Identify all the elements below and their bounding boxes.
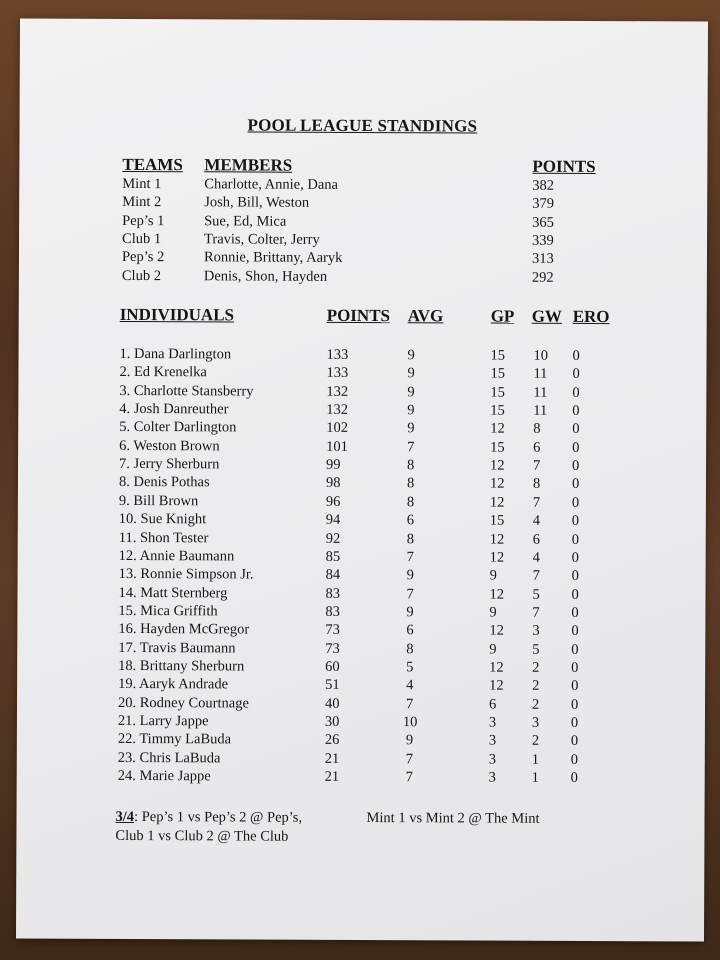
player-name: 15. Mica Griffith	[118, 602, 218, 620]
player-avg: 9	[407, 365, 415, 382]
standings-sheet	[16, 19, 708, 942]
player-gw: 5	[532, 641, 540, 658]
player-gp: 15	[490, 365, 505, 382]
player-points: 60	[325, 658, 340, 675]
player-ero: 0	[570, 769, 578, 786]
player-name: 8. Denis Pothas	[118, 474, 210, 491]
player-name: 12. Annie Baumann	[118, 547, 235, 565]
player-avg: 9	[406, 567, 414, 584]
team-members: Sue, Ed, Mica	[204, 212, 287, 230]
player-gp: 15	[489, 512, 505, 529]
player-avg: 6	[406, 622, 414, 639]
player-avg: 9	[405, 732, 414, 749]
player-points: 133	[326, 346, 349, 363]
player-gw: 5	[532, 586, 540, 603]
player-points: 30	[324, 713, 340, 730]
player-avg: 4	[406, 677, 414, 694]
player-avg: 8	[406, 530, 415, 547]
team-members: Travis, Colter, Jerry	[204, 231, 320, 248]
player-points: 85	[325, 548, 341, 565]
player-ero: 0	[571, 604, 579, 621]
player-ero: 0	[572, 384, 580, 401]
player-gw: 6	[532, 531, 541, 548]
player-name: 4. Josh Danreuther	[119, 400, 229, 418]
player-gp: 3	[488, 714, 497, 731]
gw-header: GW	[531, 306, 562, 326]
player-name: 18. Brittany Sherburn	[118, 657, 245, 675]
player-ero: 0	[571, 586, 579, 603]
player-gw: 3	[531, 714, 540, 731]
player-name: 21. Larry Jappe	[117, 712, 209, 730]
player-gw: 3	[532, 622, 540, 640]
player-name: 1. Dana Darlington	[119, 345, 232, 363]
player-avg: 9	[407, 347, 415, 364]
player-gw: 1	[531, 751, 540, 768]
player-ero: 0	[572, 402, 580, 419]
page-title: POOL LEAGUE STANDINGS	[247, 115, 478, 136]
team-name: Mint 1	[122, 175, 162, 193]
player-name: 13. Ronnie Simpson Jr.	[118, 566, 254, 583]
avg-header: AVG	[407, 306, 444, 326]
player-points: 21	[324, 750, 340, 767]
player-gp: 15	[490, 402, 505, 419]
player-points: 102	[326, 420, 349, 437]
player-gw: 4	[532, 512, 541, 529]
player-avg: 9	[407, 383, 415, 400]
player-avg: 10	[402, 714, 418, 731]
player-gp: 12	[489, 586, 505, 603]
player-name: 14. Matt Sternberg	[118, 584, 228, 601]
player-ero: 0	[572, 458, 580, 475]
player-points: 84	[325, 567, 341, 584]
player-gw: 7	[532, 567, 540, 584]
player-points: 73	[325, 640, 340, 657]
player-name: 20. Rodney Courtnage	[117, 694, 249, 712]
player-points: 26	[324, 732, 340, 749]
player-gp: 12	[489, 549, 505, 566]
player-avg: 8	[406, 475, 415, 492]
player-gp: 15	[490, 439, 505, 456]
player-gw: 2	[532, 678, 540, 695]
player-gp: 9	[489, 641, 497, 658]
player-ero: 0	[571, 549, 579, 566]
player-ero: 0	[571, 568, 579, 585]
team-name: Club 1	[122, 230, 162, 248]
player-gp: 12	[490, 457, 505, 474]
player-gw: 11	[533, 402, 548, 419]
ero-header: ERO	[572, 306, 610, 327]
player-name: 10. Sue Knight	[118, 511, 207, 528]
player-gp: 3	[488, 732, 497, 749]
player-points: 51	[325, 677, 340, 694]
team-members: Charlotte, Annie, Dana	[204, 176, 339, 193]
player-ero: 0	[571, 659, 579, 676]
player-avg: 9	[407, 402, 415, 419]
player-gw: 7	[532, 494, 541, 511]
player-avg: 8	[406, 493, 415, 511]
team-points: 365	[532, 214, 554, 231]
player-gw: 1	[531, 769, 539, 786]
player-name: 5. Colter Darlington	[119, 419, 237, 436]
team-points: 339	[532, 232, 554, 249]
player-gw: 11	[533, 384, 548, 401]
individuals-header: INDIVIDUALS	[119, 304, 235, 325]
members-header: MEMBERS	[204, 155, 293, 175]
player-points: 132	[326, 383, 349, 400]
team-name: Pep’s 2	[121, 249, 165, 266]
player-name: 2. Ed Krenelka	[119, 364, 207, 381]
player-ero: 0	[571, 641, 579, 658]
player-ero: 0	[572, 347, 580, 364]
player-ero: 0	[572, 366, 580, 383]
player-gp: 3	[488, 769, 496, 786]
player-points: 73	[325, 622, 340, 639]
player-points: 132	[326, 401, 349, 418]
player-name: 16. Hayden McGregor	[118, 621, 250, 638]
player-name: 22. Timmy LaBuda	[117, 731, 232, 748]
player-gw: 8	[533, 421, 541, 438]
player-ero: 0	[570, 733, 579, 750]
player-points: 99	[326, 456, 341, 473]
player-gw: 7	[532, 604, 540, 621]
player-avg: 7	[406, 549, 414, 566]
player-gw: 10	[533, 347, 549, 364]
player-points: 83	[325, 585, 341, 602]
player-gp: 12	[489, 622, 504, 639]
player-name: 9. Bill Brown	[118, 492, 199, 510]
player-gp: 12	[490, 420, 505, 438]
player-gp: 12	[489, 494, 505, 511]
gp-header: GP	[490, 306, 515, 326]
teams-header: TEAMS	[122, 154, 183, 175]
player-gp: 12	[489, 475, 505, 493]
team-members: Josh, Bill, Weston	[204, 194, 310, 212]
player-avg: 8	[407, 457, 415, 474]
player-name: 17. Travis Baumann	[118, 639, 236, 657]
team-name: Pep’s 1	[122, 212, 165, 229]
schedule-date: 3/4	[115, 808, 135, 826]
player-gp: 12	[489, 677, 504, 694]
player-name: 3. Charlotte Stansberry	[119, 382, 254, 400]
team-members: Ronnie, Brittany, Aaryk	[203, 249, 343, 267]
player-gw: 2	[532, 659, 540, 676]
team-points: 313	[531, 250, 554, 268]
player-ero: 0	[570, 696, 579, 713]
player-points: 21	[324, 768, 340, 785]
player-gp: 12	[489, 659, 504, 676]
schedule-match-mint: Mint 1 vs Mint 2 @ The Mint	[366, 810, 540, 827]
player-avg: 5	[406, 659, 414, 676]
team-name: Club 2	[121, 267, 162, 284]
player-points: 40	[324, 695, 340, 712]
team-points-header: POINTS	[532, 156, 596, 177]
player-gp: 15	[490, 384, 505, 401]
player-points: 96	[325, 493, 341, 510]
team-points: 292	[531, 269, 554, 286]
schedule-match-peps: : Pep’s 1 vs Pep’s 2 @ Pep’s,	[134, 809, 303, 826]
player-gw: 6	[533, 439, 541, 456]
player-gw: 2	[531, 696, 540, 713]
player-ero: 0	[570, 751, 579, 768]
player-name: 24. Marie Jappe	[117, 767, 211, 785]
player-avg: 6	[406, 512, 415, 529]
player-ero: 0	[571, 476, 580, 493]
player-points: 92	[325, 530, 341, 547]
player-points: 94	[325, 511, 341, 529]
player-gp: 9	[489, 567, 497, 584]
player-gp: 15	[490, 347, 506, 364]
player-points: 98	[325, 475, 341, 492]
player-ero: 0	[571, 531, 580, 548]
player-gp: 9	[489, 604, 497, 621]
player-avg: 8	[406, 640, 414, 657]
player-points: 133	[326, 365, 349, 382]
player-ero: 0	[571, 513, 580, 530]
player-name: 11. Shon Tester	[118, 529, 209, 546]
player-gw: 11	[533, 366, 548, 383]
player-gp: 6	[488, 696, 497, 713]
player-name: 6. Weston Brown	[119, 437, 220, 455]
player-name: 7. Jerry Sherburn	[119, 456, 220, 473]
player-points: 101	[326, 438, 348, 455]
player-avg: 7	[405, 750, 414, 767]
team-name: Mint 2	[122, 194, 162, 211]
player-avg: 7	[405, 769, 413, 786]
player-points: 83	[325, 603, 340, 620]
player-ero: 0	[570, 714, 579, 731]
player-ero: 0	[571, 494, 580, 511]
team-members: Denis, Shon, Hayden	[203, 267, 328, 285]
player-gw: 8	[532, 476, 541, 493]
schedule-line-2: Club 1 vs Club 2 @ The Club	[115, 827, 289, 845]
player-name: 19. Aaryk Andrade	[118, 676, 229, 693]
individual-points-header: POINTS	[326, 305, 391, 326]
player-gp: 12	[489, 531, 505, 548]
player-avg: 9	[407, 420, 415, 437]
player-gw: 7	[533, 457, 541, 474]
player-gw: 4	[532, 549, 540, 566]
team-points: 379	[532, 196, 554, 213]
player-ero: 0	[572, 421, 580, 438]
player-avg: 9	[406, 604, 414, 621]
player-avg: 7	[407, 438, 415, 455]
team-points: 382	[532, 177, 555, 194]
player-avg: 7	[405, 695, 414, 712]
player-gp: 3	[488, 751, 497, 768]
player-gw: 2	[531, 733, 540, 750]
schedule-line-1	[115, 809, 302, 827]
player-name: 23. Chris LaBuda	[117, 749, 221, 767]
player-avg: 7	[406, 585, 414, 602]
player-ero: 0	[571, 678, 579, 695]
player-ero: 0	[571, 623, 579, 640]
player-ero: 0	[572, 439, 580, 456]
